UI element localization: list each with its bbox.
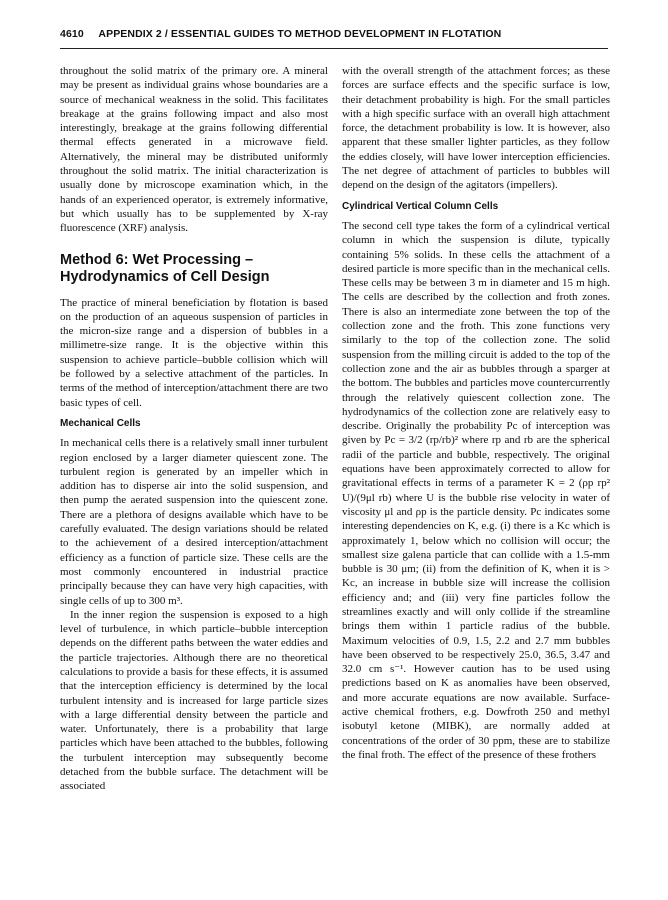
paragraph-mechanical-cells: In mechanical cells there is a relatively small inner turbulent region enclosed by a larger diameter quiescent zone. The turbulent region is generated by an impeller which in addition has to disperse air into the solid suspension, and then pump the aerated suspension into the quiescent zone. There are a plethora of designs available which have to be carefully evaluated. The design variations should be related to the achievement of a desired interception/attachment efficiency as a function of particle size. These cells are the most commonly encountered in industrial practice principally because they can have very high capacities, with single cells of up to 300 m³. xyxy=(60,437,328,607)
paragraph-column-cells: The second cell type takes the form of a cylindrical vertical column in which the suspension is dilute, typically containing 5% solids. In these cells the attachment of a desired particle is more specific than in the mechanical cells. These cells may be between 3 m in diameter and 15 m high. The cells are described by the collection and froth zones. There is also an intermediate zone between the top of the collection zone and the froth. This zone functions very similarly to the top of the collection zone. The solid suspension from the milling circuit is added to the top of the collection zone and the air as bubbles through a sparger at the bottom. The bubbles and particles move countercurrently through the relatively quiescent collection zone. The hydrodynamics of the collection zone are relatively easy to describe. Originally the probability Pc of interception was given by Pc = 3/2 (rp/rb)² where rp and rb are the spherical radii of the particle and bubble, respectively. The original equations have been approximately corrected to allow for gravitational effects in terms of a parameter K = 2 (ρp rp² U)/(9μl rb) where U is the bubble rise velocity in water of viscosity μl and ρp is the particle density. Pc indicates some interesting dependencies on K, e.g. (i) there is a Kc which is approximately 1, below which no collision will occur; the smallest size galena particle that can collide with a 1.5-mm bubble is 30 μm; (ii) from the definition of K, when it is > Kc, an increase in bubble size will increase the collision efficiency and; and (iii) very fine particles follow the streamlines exactly and will only collide if the streamline brings them within 1 particle radius of the bubble. Maximum velocities of 0.9, 1.5, 2.2 and 2.7 mm bubbles have been observed to be respectively 25.0, 36.5, 3.47 and 32.0 cm s⁻¹. However caution has to be used using predictions based on K as anomalies have been observed, and more accurate equations are now available. Surface-active chemical frothers, e.g. Dowfroth 250 and methyl isobutyl ketone (MIBK), are normally added at concentrations of the order of 30 ppm, these are to stabilize the final froth. The effect of the presence of these frothers xyxy=(342,219,610,761)
right-column xyxy=(342,64,610,762)
paragraph-inner-region: In the inner region the suspension is exposed to a high level of turbulence, in which particle–bubble interception depends on the different paths between the water eddies and the particle trajectories. Although there are no theoretical calculations to provide a basis for these effects, it is assumed that the interception efficiency is determined by the local turbulent intensity and is increased for large particle sizes with a large differential density between the particle and water. Unfortunately, there is a probability that large particles which have been attached to the bubbles, following the turbulent interception may subsequently become detached from the bubble surface. The detachment will be associated xyxy=(60,608,328,793)
paragraph-ore-characterization: throughout the solid matrix of the primary ore. A mineral may be present as individual grains whose boundaries are a source of mechanical weakness in the solid. This facilitates breakage at the grains following impact and also most interestingly, breakage at the grains following differential thermal effects generated in a microwave field. Alternatively, the mineral may be distributed uniformly throughout the solid matrix. The initial characterization is usually done by microscope examination which, in the hands of an experienced operator, is extremely informative, but which usually has to be supplemented by X-ray fluorescence (XRF) analysis. xyxy=(60,65,328,235)
paragraph-flotation-practice: The practice of mineral beneficiation by flotation is based on the production of an aqueous suspension of particles in the micron-size range and a dispersion of bubbles in a millimetre-size range. It is the objective within this suspension to achieve particle–bubble collision which will be followed by a selective attachment of the particles. In terms of the method of interception/attachment there are two basic types of cell. xyxy=(60,296,328,409)
method-6-heading: Method 6: Wet Processing – Hydrodynamics of Cell Design xyxy=(60,251,270,285)
running-header xyxy=(60,28,608,49)
paragraph-attachment-forces: with the overall strength of the attachment forces; as these forces are surface effects and the specific surface is low, their detachment probability is high. For the small particles with a high specific surface with an overall high attachment force, the detachment probability is low. It is however, also apparent that these smaller lighter particles, as they follow the eddies closely, will have lower interception efficiencies. The net degree of attachment of particles to bubbles will depend on the design of the agitators (impellers). xyxy=(342,65,610,192)
left-column xyxy=(60,64,328,794)
column-cells-heading: Cylindrical Vertical Column Cells xyxy=(342,200,499,212)
page-number: 4610 xyxy=(60,28,84,40)
mechanical-cells-heading: Mechanical Cells xyxy=(60,417,141,429)
running-title: APPENDIX 2 / ESSENTIAL GUIDES TO METHOD DEVELOPMENT IN FLOTATION xyxy=(98,28,502,40)
